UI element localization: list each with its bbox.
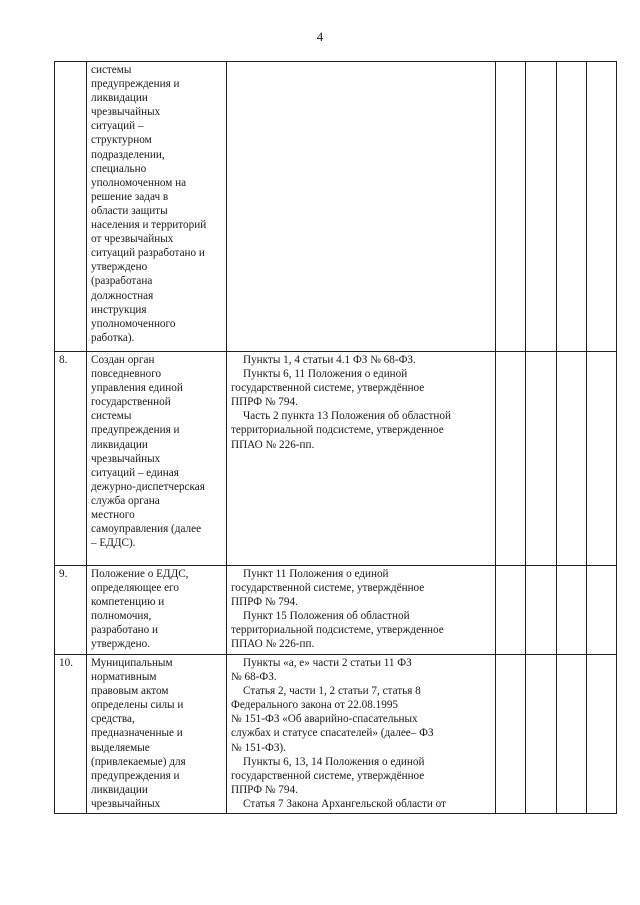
reference-line: ППАО № 226-пп.	[231, 638, 315, 651]
requirement-line: правовым актом	[91, 685, 169, 698]
requirement-line: (разработана	[91, 275, 153, 288]
page-number: 4	[316, 29, 324, 44]
requirement-line: выделяемые	[91, 741, 150, 754]
requirement-line: полномочия,	[91, 610, 152, 623]
requirement-line: нормативным	[91, 671, 157, 684]
reference-line: государственной системе, утверждённое	[231, 382, 425, 395]
reference-line: территориальной подсистеме, утвержденное	[231, 624, 444, 637]
requirement-cell	[87, 352, 227, 566]
requirement-line: средства,	[91, 713, 135, 726]
reference-line: Пункты «а, е» части 2 статьи 11 ФЗ	[243, 657, 412, 669]
mark-cell	[587, 566, 617, 655]
requirement-line: определяющее его	[91, 582, 179, 595]
requirement-line: компетенцию и	[91, 596, 165, 609]
row-number-cell: 9.	[55, 566, 87, 655]
requirement-line: государственной	[91, 396, 171, 409]
reference-line: службах и статусе спасателей» (далее– ФЗ	[231, 727, 434, 740]
requirement-line: системы	[91, 64, 132, 76]
table-row	[55, 62, 617, 352]
requirement-line: Муниципальным	[91, 657, 173, 669]
reference-line: ППАО № 226-пп.	[231, 438, 315, 451]
requirement-line: уполномоченном на	[91, 176, 187, 189]
requirement-cell	[87, 62, 227, 352]
reference-line: территориальной подсистеме, утвержденное	[231, 424, 444, 437]
mark-cell	[526, 352, 557, 566]
requirement-line: определены силы и	[91, 699, 184, 712]
row-number-cell	[55, 62, 87, 352]
requirement-line: дежурно-диспетчерская	[91, 480, 205, 493]
requirement-line: решение задач в	[91, 190, 169, 203]
requirement-line: самоуправления (далее	[91, 523, 202, 536]
requirement-line: утверждено.	[91, 638, 151, 651]
requirement-line: чрезвычайных	[91, 106, 161, 119]
requirement-line: управления единой	[91, 382, 183, 395]
checklist-table	[54, 61, 617, 814]
table-row	[55, 352, 617, 566]
requirement-line: ликвидации	[91, 438, 148, 451]
reference-line: Пункты 6, 11 Положения о единой	[243, 368, 408, 381]
mark-cell	[587, 655, 617, 814]
mark-cell	[526, 62, 557, 352]
reference-line: Пункт 11 Положения о единой	[243, 568, 389, 580]
requirement-line: (привлекаемые) для	[91, 755, 186, 768]
legal-reference-cell	[227, 655, 496, 814]
mark-cell	[557, 62, 587, 352]
requirement-line: подразделении,	[91, 148, 165, 161]
mark-cell	[496, 62, 526, 352]
reference-line: Статья 7 Закона Архангельской области от	[243, 797, 447, 810]
requirement-line: специально	[91, 162, 147, 175]
reference-line: № 151-ФЗ).	[231, 741, 286, 754]
requirement-line: области защиты	[91, 204, 168, 217]
requirement-line: системы	[91, 410, 132, 423]
mark-cell	[557, 566, 587, 655]
mark-cell	[557, 655, 587, 814]
reference-line: государственной системе, утверждённое	[231, 582, 425, 595]
requirement-line: ситуаций –	[91, 120, 144, 133]
row-number-cell: 8.	[55, 352, 87, 566]
requirement-line: населения и территорий	[91, 219, 207, 232]
requirement-line: Положение о ЕДДС,	[91, 568, 189, 580]
mark-cell	[526, 566, 557, 655]
mark-cell	[526, 655, 557, 814]
legal-reference-cell	[227, 352, 496, 566]
mark-cell	[496, 352, 526, 566]
reference-line: № 151-ФЗ «Об аварийно-спасательных	[231, 713, 418, 726]
reference-line: ППРФ № 794.	[231, 783, 298, 796]
row-number-cell: 10.	[55, 655, 87, 814]
requirement-line: ситуаций – единая	[91, 466, 179, 479]
requirement-line: ликвидации	[91, 783, 148, 796]
reference-line: Пункты 6, 13, 14 Положения о единой	[243, 755, 425, 768]
requirement-line: должностная	[91, 289, 154, 302]
requirement-line: предупреждения и	[91, 424, 180, 437]
requirement-line: предназначенные и	[91, 727, 183, 740]
requirement-line: работка).	[91, 331, 135, 344]
reference-line: Часть 2 пункта 13 Положения об областной	[243, 410, 451, 423]
requirement-line: предупреждения и	[91, 769, 180, 782]
requirement-line: повседневного	[91, 368, 162, 381]
reference-line: ППРФ № 794.	[231, 396, 298, 409]
reference-line: Пункты 1, 4 статьи 4.1 ФЗ № 68-ФЗ.	[243, 354, 416, 366]
requirement-cell	[87, 655, 227, 814]
legal-reference-cell	[227, 566, 496, 655]
reference-line: Пункт 15 Положения об областной	[243, 610, 410, 623]
reference-line: Статья 2, части 1, 2 статьи 7, статья 8	[243, 685, 421, 698]
table-row	[55, 655, 617, 814]
mark-cell	[587, 62, 617, 352]
requirement-line: предупреждения и	[91, 78, 180, 91]
mark-cell	[496, 655, 526, 814]
reference-line: ППРФ № 794.	[231, 596, 298, 609]
requirement-line: утверждено	[91, 261, 148, 274]
mark-cell	[587, 352, 617, 566]
requirement-line: ситуаций разработано и	[91, 247, 205, 260]
requirement-line: инструкция	[91, 303, 147, 316]
reference-line: государственной системе, утверждённое	[231, 769, 425, 782]
requirement-line: чрезвычайных	[91, 452, 161, 465]
requirement-line: служба органа	[91, 494, 160, 507]
reference-line: № 68-ФЗ.	[231, 671, 277, 684]
requirement-line: структурном	[91, 134, 152, 147]
requirement-line: чрезвычайных	[91, 797, 161, 810]
table-row	[55, 566, 617, 655]
requirement-line: от чрезвычайных	[91, 233, 174, 246]
mark-cell	[557, 352, 587, 566]
requirement-line: разработано и	[91, 624, 159, 637]
legal-reference-cell	[227, 62, 496, 352]
requirement-line: местного	[91, 509, 135, 522]
requirement-cell	[87, 566, 227, 655]
requirement-line: Создан орган	[91, 354, 155, 366]
reference-line: Федерального закона от 22.08.1995	[231, 699, 399, 712]
requirement-line: уполномоченного	[91, 317, 176, 330]
mark-cell	[496, 566, 526, 655]
requirement-line: ликвидации	[91, 92, 148, 105]
requirement-line: – ЕДДС).	[91, 537, 136, 550]
